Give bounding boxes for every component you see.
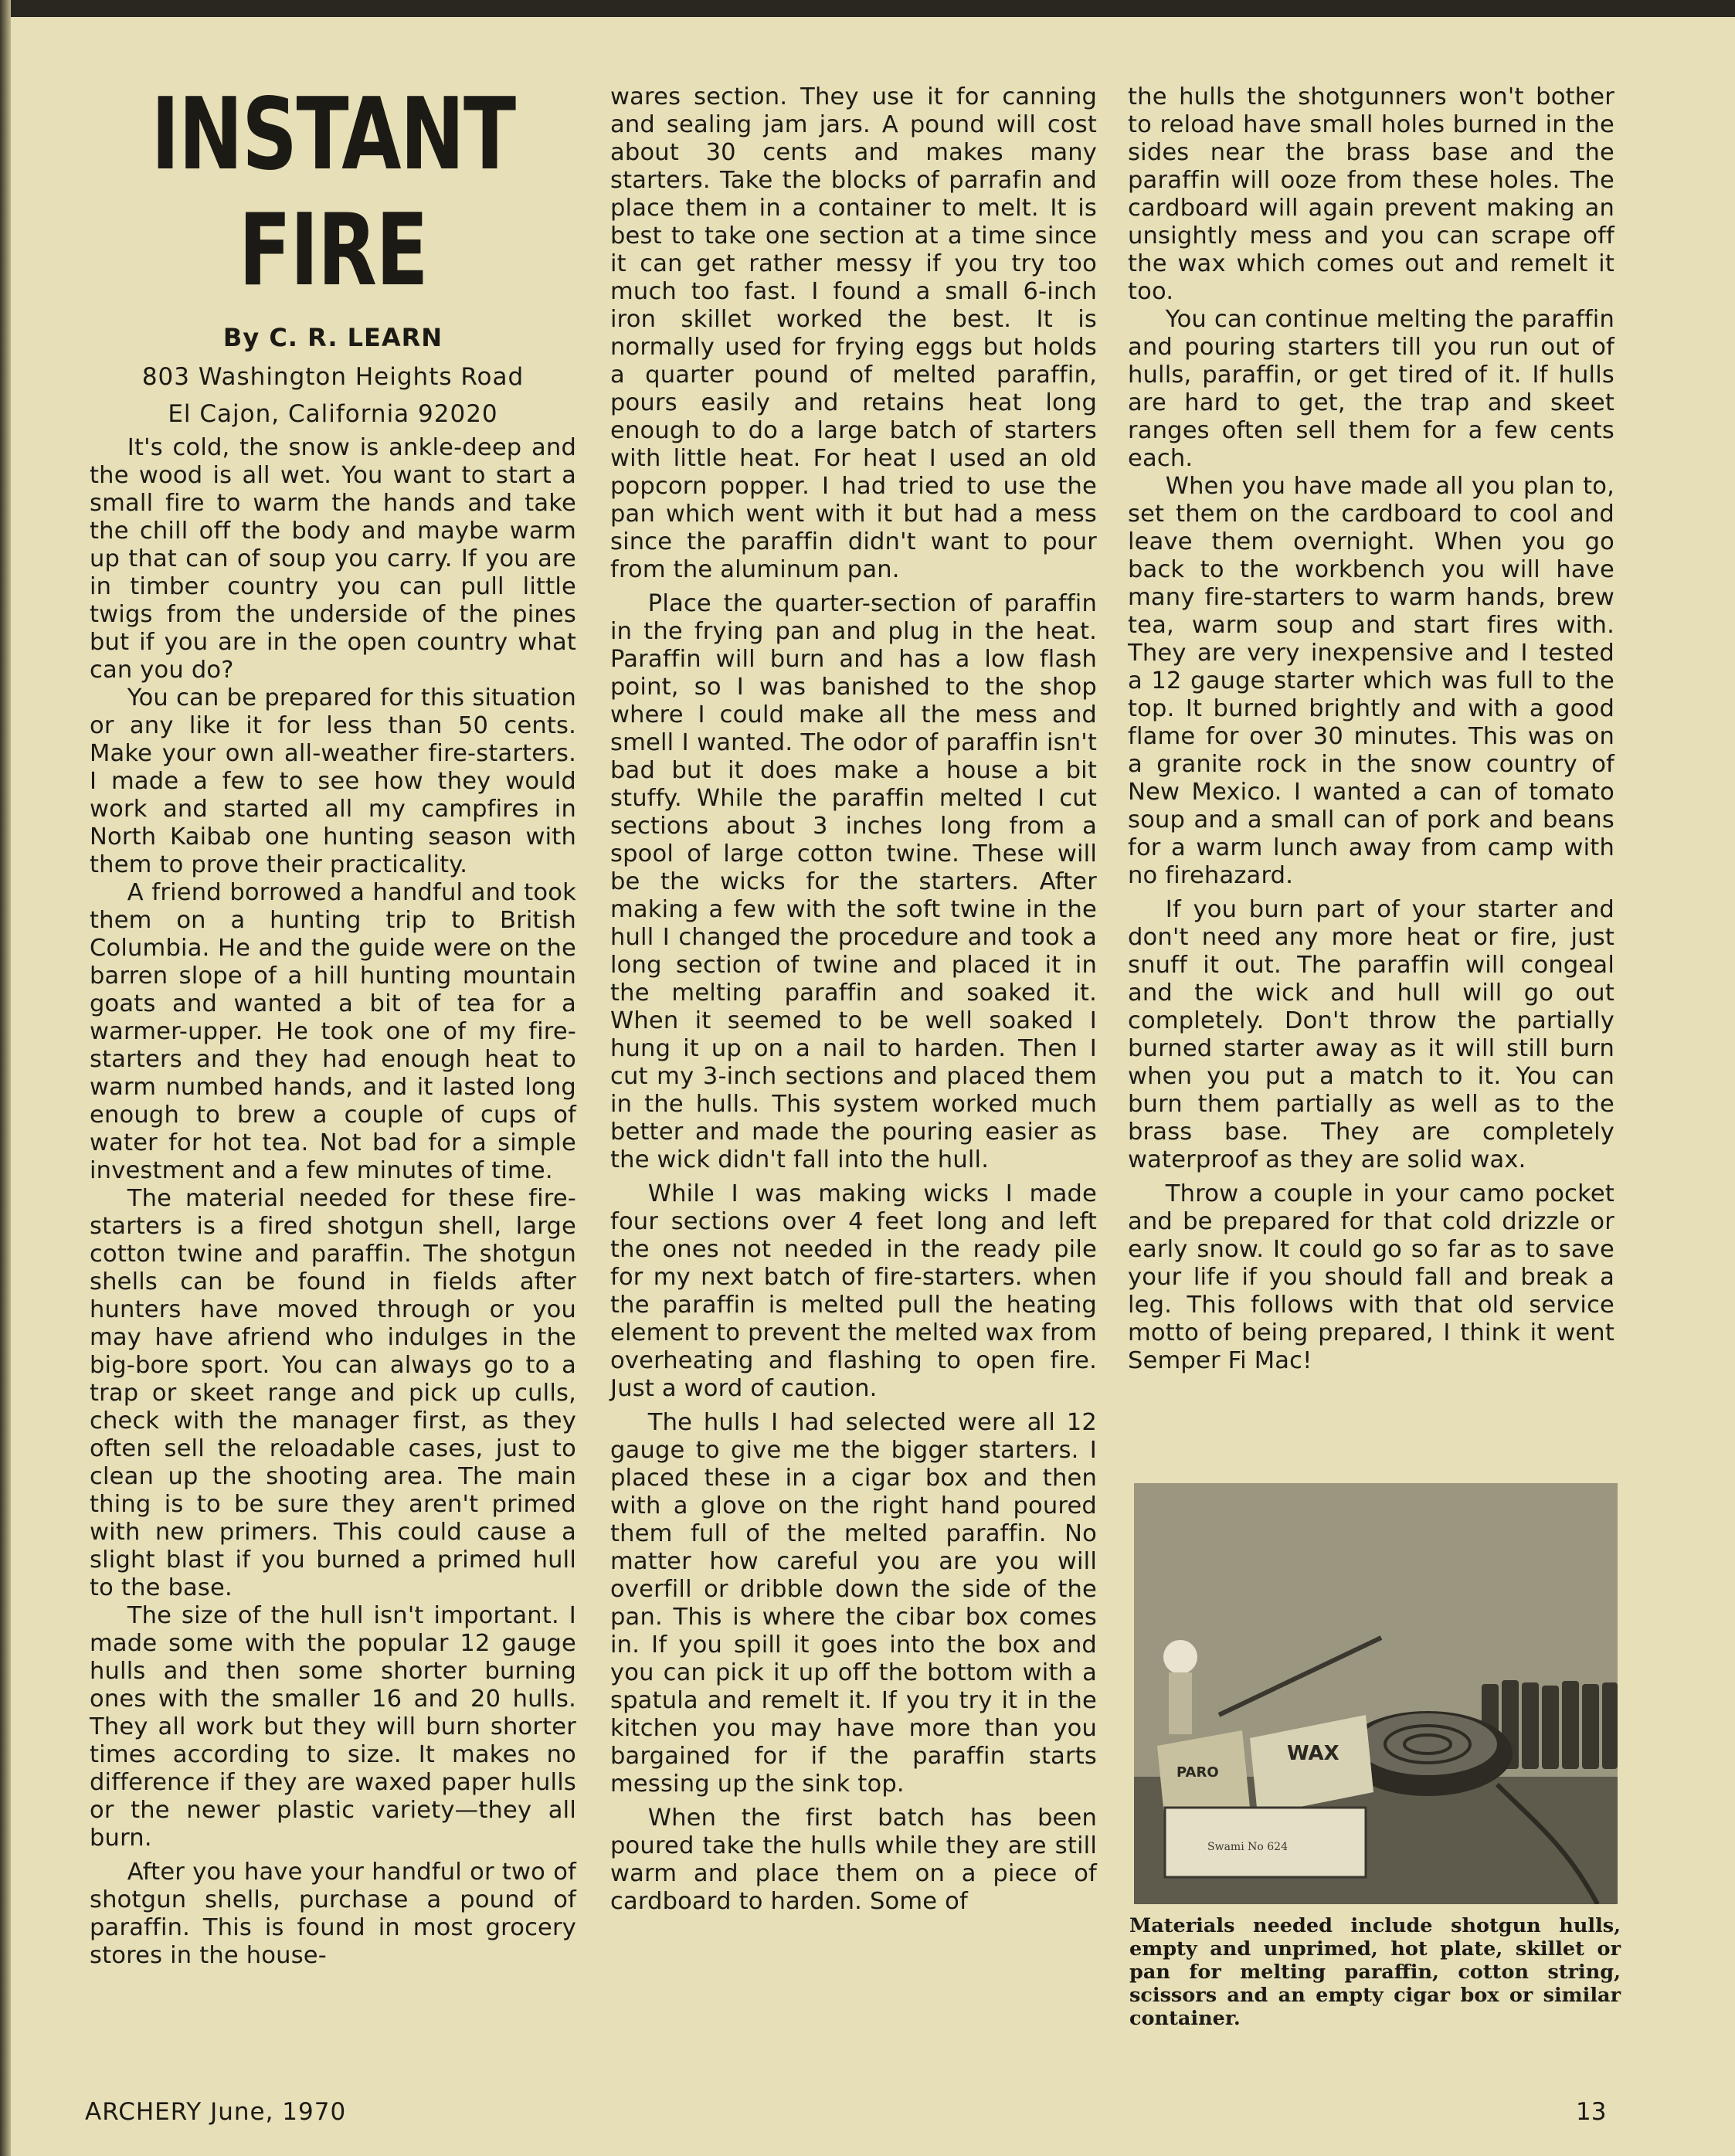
paragraph: It's cold, the snow is ankle-deep and the wood is all wet. You want to start a small fire to warm the hands and take the chill off the body and maybe warm up that can of soup you carry. If you are in timber country you can pull little twigs from the underside of the pines but if you are in the open country what can you do? (90, 434, 576, 684)
author-address-city: El Cajon, California 92020 (168, 400, 498, 428)
article-column-3 (1128, 83, 1614, 1375)
paragraph: Place the quarter-section of paraffin in the frying pan and plug in the heat. Paraffin will burn and has a low flash point, so I was banished to the shop where I could make all the mess and smell I wanted. The odor of paraffin isn't bad but it does make a house a bit stuffy. While the paraffin melted I cut sections about 3 inches long from a spool of large cotton twine. These will be the wicks for the starters. After making a few with the soft twine in the hull I changed the procedure and took a long section of twine and placed it in the melting paraffin and soaked it. When it seemed to be well soaked I hung it up on a nail to harden. Then I cut my 3-inch sections and placed them in the hulls. This system worked much better and made the pouring easier as the wick didn't fall into the hull. (610, 590, 1097, 1173)
article-column-2 (610, 83, 1097, 1916)
paragraph: A friend borrowed a handful and took them on a hunting trip to British Columbia. He and the guide were on the barren slope of a hill hunting mountain goats and wanted a bit of tea for a warmer-upper. He took one of my fire-starters and they had enough heat to warm numbed hands, and it lasted long enough to brew a couple of cups of water for hot tea. Not bad for a simple investment and a few minutes of time. (90, 879, 576, 1184)
paragraph: After you have your handful or two of shotgun shells, purchase a pound of paraffin. This is found in most grocery stores in the house- (90, 1859, 576, 1969)
article-column-1 (90, 77, 576, 1970)
materials-photo (1134, 1483, 1618, 1904)
paragraph: When you have made all you plan to, set them on the cardboard to cool and leave them overnight. When you go back to the workbench you will have many fire-starters to warm hands, brew tea, warm soup and start fires with. They are very inexpensive and I tested a 12 gauge starter which was full to the top. It burned brightly and with a good flame for over 30 minutes. This was on a granite rock in the snow country of New Mexico. I wanted a can of tomato soup and a small can of pork and beans for a warm lunch away from camp with no firehazard. (1128, 473, 1614, 889)
article-title-line-2: FIRE (238, 193, 428, 308)
paragraph: wares section. They use it for canning and sealing jam jars. A pound will cost about 30 cents and makes many starters. Take the blocks of parrafin and place them in a container to melt. It is best to take one section at a time since it can get rather messy if you try too much too fast. I found a small 6-inch iron skillet worked the best. It is normally used for frying eggs but holds a quarter pound of melted paraffin, pours easily and retains heat long enough to do a large batch of starters with little heat. For heat I used an old popcorn popper. I had tried to use the pan which went with it but had a mess since the paraffin didn't want to pour from the aluminum pan. (610, 83, 1097, 583)
paragraph: Throw a couple in your camo pocket and be prepared for that cold drizzle or early snow. It could go so far as to save your life if you should fall and break a leg. This follows with that old service motto of being prepared, I think it went Semper Fi Mac! (1128, 1180, 1614, 1374)
author-address-street: 803 Washington Heights Road (141, 363, 525, 391)
photo-caption: Materials needed include shotgun hulls, empty and unprimed, hot plate, skillet or pan for melting paraffin, cotton string, scissors and an empty cigar box or similar container. (1129, 1914, 1621, 2030)
page-number: 13 (1576, 2098, 1607, 2126)
paragraph: You can be prepared for this situation or any like it for less than 50 cents. Make your own all-weather fire-starters. I made a few to see how they would work and started all my campfires in North Kaibab one hunting season with them to prove their practicality. (90, 684, 576, 878)
footer-magazine-issue: ARCHERY June, 1970 (85, 2098, 347, 2126)
wax-box-label: WAX (1287, 1742, 1339, 1765)
byline: By C. R. LEARN (222, 323, 443, 352)
page-top-edge (0, 0, 1735, 17)
cigar-box-label: Swami No 624 (1207, 1841, 1288, 1853)
paragraph: If you burn part of your starter and don't need any more heat or fire, just snuff it out. The paraffin will congeal and the wick and hull will go out completely. Don't throw the partially burned starter away as it will still burn when you put a match to it. You can burn them partially as well as to the brass base. They are completely waterproof as they are solid wax. (1128, 896, 1614, 1173)
paragraph: the hulls the shotgunners won't bother to reload have small holes burned in the sides near the brass base and the paraffin will ooze from these holes. The cardboard will again prevent making an unsightly mess and you can scrape off the wax which comes out and remelt it too. (1128, 83, 1614, 305)
paragraph: The hulls I had selected were all 12 gauge to give me the bigger starters. I placed these in a cigar box and then with a glove on the right hand poured them full of the melted paraffin. No matter how careful you are you will overfill or dribble down the side of the pan. This is where the cibar box comes in. If you spill it goes into the box and you can pick it up off the bottom with a spatula and remelt it. If you try it in the kitchen you may have more than you bargained for if the paraffin starts messing up the sink top. (610, 1409, 1097, 1798)
paragraph: You can continue melting the paraffin and pouring starters till you run out of hulls, paraffin, or get tired of it. If hulls are hard to get, the trap and skeet ranges often sell them for a few cents each. (1128, 306, 1614, 472)
paragraph: The size of the hull isn't important. I made some with the popular 12 gauge hulls and then some shorter burning ones with the smaller 16 and 20 hulls. They all work but they will burn shorter times according to size. It makes no difference if they are waxed paper hulls or the newer plastic variety—they all burn. (90, 1602, 576, 1852)
paragraph: When the first batch has been poured take the hulls while they are still warm and place them on a piece of cardboard to harden. Some of (610, 1805, 1097, 1915)
paragraph: The material needed for these fire-starters is a fired shotgun shell, large cotton twine and paraffin. The shotgun shells can be found in fields after hunters have moved through or you may have afriend who indulges in the big-bore sport. You can always go to a trap or skeet range and pick up culls, check with the manager first, as they often sell the reloadable cases, just to clean up the shooting area. The main thing is to be sure they aren't primed with new primers. This could cause a slight blast if you burned a primed hull to the base. (90, 1185, 576, 1601)
paragraph: While I was making wicks I made four sections over 4 feet long and left the ones not needed in the ready pile for my next batch of fire-starters. when the paraffin is melted pull the heating element to prevent the melted wax from overheating and flashing to open fire. Just a word of caution. (610, 1180, 1098, 1402)
page-binding-edge (0, 0, 11, 2156)
article-title-line-1: INSTANT (151, 77, 515, 192)
paraffin-box-label: PARO (1176, 1764, 1219, 1781)
twine-spool-icon (1163, 1640, 1197, 1674)
materials-photo-illustration (1134, 1483, 1618, 1904)
